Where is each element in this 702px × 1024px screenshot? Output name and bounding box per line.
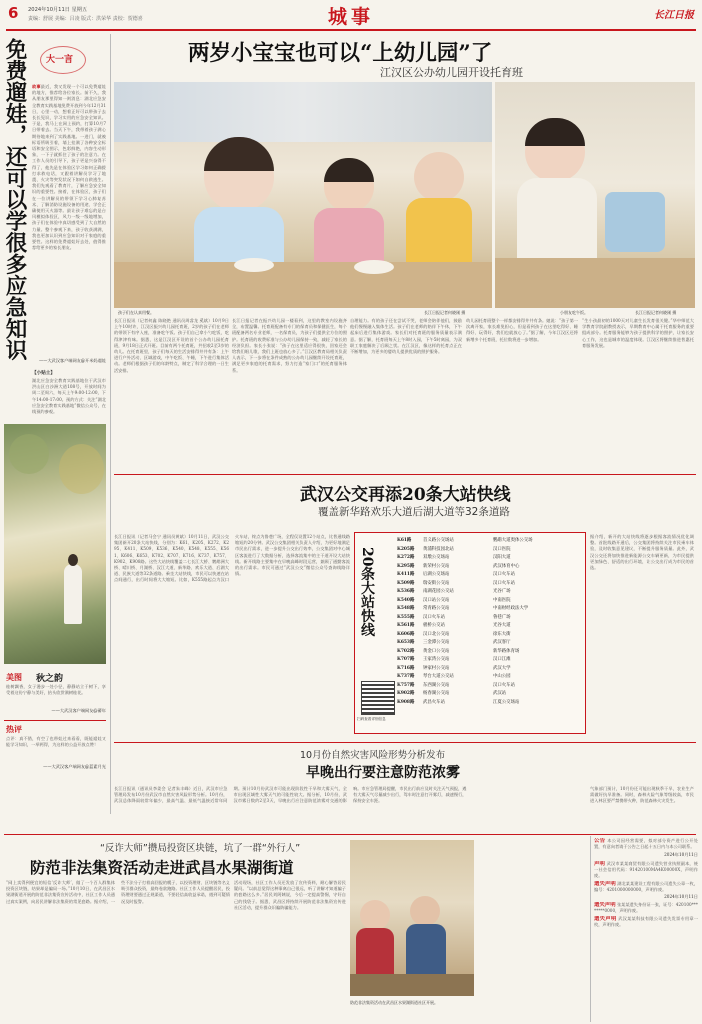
hot-comment-title: 热评 [6,724,22,734]
article4-body: “网上卖得到便宜的短信‘反诈大师’，做了一个百人群集体投资区块链，结果却是骗局一场。”10月10日，在武昌区水果湖街道开展的防范非法集资宣传活动中，社区工作人员通过真实案例，向居民讲解非法集资的常见套路。据介绍，一些不法分子打着高回报的幌子，以投资理财、区块链等名义吸引群众投资，最终卷款跑路。社区工作人员提醒居民，投资理财要通过正规渠道，不要轻信高收益承诺，遇到可疑情况及时报警。 [6,880,230,904]
route-origin: 新荣村公交站 [423,563,450,569]
article3-body: 长江日报讯（通讯员李姜会 记者朱丰峰）近日，武汉市应急管理局发布10月份武汉市自然灾害风险形势分析。10月份，武汉总体降雨较常年偏少，最高气温、最低气温接近常年同期。预计10月份武汉市可能出现阶段性干旱和大雾天气，全市出现区域性大雾天气的可能性较大。据分析，10月份，武汉市雾日数约2至3天，早晚出行应注意防范浓雾对交通的影响。市应急管理局提醒，市民出行前应及时关注天气预报，遇有大雾天气尽量减少出行，驾车时注意打开雾灯，减速慢行，保持安全车距。 [114,786,467,804]
bus-route-table [397,537,581,707]
qr-caption: 扫码查看详细信息 [357,717,386,721]
route-code: K61路 [397,538,412,543]
route-origin: 瑞安街公交站 [423,580,450,586]
photo-credit-1: 长江日报记者何晓刚 摄 [424,310,466,315]
article4-caption: 防范非法集资活动在武昌区水果湖街道社区开展。 [350,1000,438,1005]
route-row [397,622,581,631]
route-code: K540路 [397,597,415,603]
column-body-lead: 故事 [32,84,41,89]
notice-body: 本公司因经营需要，拟对部分资产进行公开处置，有意向者请于公告之日起十五日内与本公司联系。 [594,838,698,850]
bus-route-panel [354,532,586,734]
editors-line: 责编：舒展 美编：吕凌 版式：洪荣华 责校：贺德喜 [28,16,143,22]
column-body-text: 最近，我又发现一个可以免费遛娃的地方，推荐给各位家长。前不久，我从朋友那里得知一则消息：湖北应急安全教育实践基地免费开放到今年12月31日，心里一动，想着正好可以带孩子去长长见识，学习实用的应急安全知识。于是，我马上在网上预约，打算10月7日带着去。当天下午，我带着孩子满心期待地来到了实践基地。一进门，就被标语所吸引着，墙上挂满了各种安全标语和安全图示，色彩鲜艳，内容生动形象，一下子就抓住了孩子的注意力。在工作人员的引导下，孩子更是兴奋得不得了，他先是在体验区学习如何正确拨打求救电话，又跟着讲解员学习了地震、火灾等突发状况下如何自救逃生。我们先观看了教育片，了解应急安全知识的重要性。接着，在体验区，孩子们在一位讲解员的带领下学习心肺复苏术、了解消防设施设备的用途、学会正确使用灭火器等。最让孩子难忘的是台风模拟体验区，风力一级一级地增加，孩子们在体验中真切感受到了大自然的力量。整个参观下来，孩子收获满满，我也更加认识到应急知识对于家庭的重要性。这样的免费遛娃好去处，值得推荐给更多的家长朋友。 [32,84,106,251]
route-origin: 琴台大道公交站 [423,674,454,679]
header-rule [6,29,696,31]
column-banner-text: 大一言 [46,55,74,65]
column-signature: ——大武汉客户端网友@开米妈遛娃 [38,358,106,363]
notice-date: 2024年10月11日 [664,852,698,858]
notice-title: 声明 [594,860,606,867]
route-row [397,580,581,589]
page-header [0,0,702,30]
article2-body: 长江日报讯（记者马会宁 通讯员黄斌）10月11日，武汉公交集团新开20条大站快线，分别为：K61、K205、K272、K295、K411、K509、K536、K540、K548、K555、K561、K606、K653、K702、K707、K716、K737、K757、K902、K908路。这些大站快线覆盖二七长江大桥、鹦鹉洲大桥、晴川桥、月湖桥、汉江大道、新华路、欢乐大道、后湖大道、民族大道等32条道路。乘坐大站快线，市民可以快速在站点间通行，出行时间将大大缩短。比如，K555路起点为汉口火车站，终点为鲁巷广场，全程仅设置12个站点，比普通线路缩短约20分钟。武汉公交集团相关负责人介绍，为更好地满足市民出行需求，进一步提升公交出行效率，公交集团对中心城区客流进行了大数据分析，选择客流集中的主干道开设大站快线。新开线路主要集中在早晚高峰时段运营，兼顾了通勤客流的出行需求。市民可通过“武汉公交”微信公众号查询线路详情。 [114,534,350,583]
route-destination: 鹦鹉大道奥体公交场 [493,538,533,543]
route-destination: 中南医院 [493,597,511,603]
article1-subheadline: 江汉区公办幼儿园开设托育班 [380,66,523,79]
route-code: K653路 [397,640,415,645]
notice-title: 遗失声明 [594,881,616,888]
route-code: K536路 [397,589,415,594]
route-row [397,639,581,648]
article1-col5: “生小孩最初的1000天对儿童生长发育很关键。”华中师范大学教育学院副教授表示，早期教育中心属于托育服务的重要组成部分。托育服务能够为孩子提供科学的照护，让家长安心工作，这也是城市的温度体现。江汉区将继续推进普惠托育服务发展。 [582,318,694,348]
route-origin: 三金潭公交站 [423,640,450,645]
page-number: 6 [8,4,19,22]
route-code: K702路 [397,648,415,654]
route-row [397,546,581,555]
photo-caption-name: 秋之韵 [36,674,64,684]
route-origin: 常青路公交站 [423,606,450,611]
route-origin: 板桥公交站 [423,623,445,628]
bus-route-panel-title: 20条大站快线 [359,547,375,637]
photo-credit-2: 长江日报记者何晓刚 摄 [635,310,677,315]
notice-title: 遗失声明 [594,916,617,923]
route-destination: 武汉大学 [493,665,511,671]
route-row [397,554,581,563]
route-origin: 东西湖公交站 [423,682,450,688]
route-origin: 后湖公交场站 [423,572,450,577]
route-code: K411路 [397,572,415,577]
hot-comment-body: 点评：真不错，有空了也带娃过来看看，既能遛娃又能学习知识，一举两得，为这样的公益开放点赞！ [6,736,106,748]
route-row [397,682,581,691]
route-row [397,656,581,665]
route-origin: 南湖花园公交站 [423,589,454,594]
route-origin: 杨春湖公交站 [423,691,450,696]
article1-headline: 两岁小宝宝也可以“上幼儿园”了 [188,41,493,66]
article4-kicker: “反诈大师”攒局投资区块链，坑了一群“外行人” [100,843,301,854]
notice-title: 遗失声明 [594,901,616,908]
photo-caption-body: 桂树飘香，女子漫步一处小径，静静站立于树下，享受着这份宁静与美好，抬头欣赏满树桂花。 [6,684,106,696]
route-code: K295路 [397,563,415,569]
column-body [32,84,106,360]
route-origin: 汉口北公交站 [423,631,450,637]
route-row [397,699,581,708]
autumn-photo [4,424,106,664]
notice-body: 武汉市某某商贸有限公司遗失营业执照副本，统一社会信用代码：91420100MA4K00000X，声明作废。 [594,860,698,879]
route-origin: 首义路公交场站 [423,538,454,543]
masthead-logo: 长江日报 [654,10,694,21]
route-destination: 武汉体育中心 [493,563,520,569]
section-title: 城事 [328,6,375,28]
route-origin: 武昌火车站 [423,699,445,705]
route-origin: 汉口站公交站 [423,597,450,603]
route-row [397,614,581,623]
route-row [397,571,581,580]
route-destination: 光谷广场 [493,589,511,594]
route-destination: 汉口火车站 [493,572,515,577]
route-destination: 汉口江滩 [493,657,511,662]
route-destination: 汉口火车站 [493,682,515,688]
route-destination: 徐东大街 [493,631,511,637]
article3-headline: 早晚出行要注意防范浓雾 [306,765,460,781]
column-tip-body: 湖北应急安全教育实践基地位于武汉市洪山区白沙洲大道108号，开放时间为周二至周六，每天上午9:00-12:00，下午14:00-17:00。预约方式：关注“湖北应急安全教育实践基地”微信公众号，在线预约参观。 [32,378,106,415]
route-row [397,588,581,597]
route-row [397,673,581,682]
article1-col2: 长江日报记者在振兴幼儿园一楼看到，这里的教室内设施齐全，布置温馨。托育班配备有专门的保育员和保健医生，每个班配备两名专业老师，一名保育员，为孩子们提供全方位的照护。托育班的收费标准与公办幼儿园保持一致，减轻了家长的经济负担。家长小张说：“孩子在这里适应得很快，回家还会给我们唱儿歌，我们上班也放心多了。”江汉区教育局相关负责人表示，下一步将在条件成熟的公办幼儿园继续开设托育班，满足更多家庭的托育需求，努力打造“家门口”的托育服务体系。 [232,318,347,373]
route-destination: 汉阳大道 [493,555,511,560]
notice-body: 张某某遗失身份证一张，证号：420100********0000，声明作废。 [594,901,698,914]
route-row [397,690,581,699]
route-origin: 钟家村公交站 [423,665,450,671]
route-origin: 汉口火车站 [423,614,445,620]
route-destination: 光谷大道 [493,623,511,628]
article1-col1: 长江日报讯（记者何鑫 陈晓艳 通讯员周睿龙 奚斌）10月9日上午10时许，江汉区振兴幼儿园托育班，2岁的孩子们在老师的带领下有序入座，准备吃午饭。孩子们自己拿小勺吃饭，吃得津津有味。据悉，这是江汉区开设的首个公办幼儿园托育班，9月18日正式开班。目前有两个托育班，共招收2至3岁的幼儿。在托育班里，孩子们每天的生活安排得井井有条：上午进行户外活动、区域游戏，中午吃饭、午睡，下午进行集体活动。老师们根据孩子们的年龄特点，制定了科学合理的一日生活安排。 [114,318,229,373]
photo-caption-2: 小朋友吃午饭。 [560,310,588,315]
article3-kicker: 10月份自然灾害风险形势分析发布 [300,750,446,761]
route-code: K561路 [397,623,415,628]
notice-date: 2024年10月11日 [664,893,698,899]
issue-date: 2024年10月11日 星期五 [28,7,88,13]
route-row [397,648,581,657]
article2-side: 据介绍，新开的大站快线将逐步根据客流情况优化调整。首批线路开通后，公交集团将持续关注市民乘车体验，及时收集意见建议，不断提升服务质量。此外，武汉公交还将加快推进新能源公交车辆更新，为市民提供更加绿色、舒适的出行环境，让公交出行成为市民的首选。 [590,534,694,571]
route-row [397,631,581,640]
route-origin: 双墩公交场站 [423,555,450,560]
article4-body2: 活动现场，社区工作人员还发放了宣传资料，耐心解答居民疑问。“以前总觉得这种事离自己很远，听了讲解才知道骗子的套路这么多。”居民刘阿姨说，今后一定提高警惕，守好自己的钱袋子。据悉，武昌区将持续开展防范非法集资宣传进社区活动，提升群众识骗防骗能力。 [234,880,346,910]
route-code: K707路 [397,657,415,662]
notices [594,838,698,1022]
route-row [397,665,581,674]
route-destination: 中山公园 [493,674,511,679]
route-row [397,563,581,572]
route-code: K606路 [397,631,415,637]
route-destination: 江夏公交场站 [493,699,520,705]
column-banner [40,44,84,74]
route-code: K272路 [397,555,415,560]
notice-body: 武汉某某科技有限公司遗失发票专用章一枚，声明作废。 [594,916,698,928]
article1-photo-side [495,82,695,308]
article4-photo [350,840,474,996]
route-code: K509路 [397,580,415,586]
route-destination: 汉口火车站 [493,580,515,586]
route-code: K902路 [397,691,415,696]
article1-photo-main [114,82,492,308]
route-destination: 鲁巷广场 [493,614,511,620]
route-code: K205路 [397,546,415,552]
route-origin: 王家湾公交站 [423,657,450,662]
route-code: K737路 [397,674,415,679]
qr-code [361,681,395,715]
route-destination: 中南财经政法大学 [493,606,529,611]
route-code: K908路 [397,699,415,705]
route-code: K757路 [397,682,415,688]
route-code: K555路 [397,614,415,620]
article3-side: 气象部门预计，10月份还可能出现秋季干旱，农业生产需做好抗旱准备。同时，森林火险气象等级较高，市民进入林区要严禁携带火种，防范森林火灾发生。 [590,786,694,804]
route-row [397,605,581,614]
route-destination: 武汉客厅 [493,640,511,645]
route-row [397,537,581,546]
column-tip-title: 【小贴士】 [32,371,55,376]
route-origin: 黄金口公交站 [423,648,450,654]
column-headline: 免费遛娃，还可以学很多应急知识 [2,38,27,361]
photo-caption-1: 孩子们在认真用餐。 [118,310,154,315]
route-destination: 汉口医院 [493,546,511,552]
article2-headline: 武汉公交再添20条大站快线 [300,485,511,505]
article4-headline: 防范非法集资活动走进武昌水果湖街道 [30,858,294,877]
route-row [397,597,581,606]
article1-col3: 自理能力。有的孩子还在尝试不哭，老师会陪伴他们，鼓励他们慢慢融入集体生活。孩子们在老师的陪伴下午休，下午起床后进行集体游戏。家长们对托育班的服务质量表示满意。据了解，托育班每天上午8时入园，下午5时离园，为双职工家庭解决了后顾之忧。在江汉区，像这样的托育点正在不断增加，为更多的婴幼儿提供优质的照护服务。 [350,318,462,355]
route-code: K548路 [397,606,415,611]
route-destination: 武汉站 [493,691,507,696]
hot-comment-credit: ——大武汉客户端网友@蓝素月光 [43,764,106,769]
photo-caption-title: 美图 [6,672,22,682]
article1-col4: 幼儿园托育班整个一样都安排得井井有条。她说：“孩子第一次离开家，家长难免担心，但是看到孩子在这里吃得好、睡得好、玩得好，我们也就放心了。”据了解，今年江汉区还将新增多个托育班，托位数将进一步增加。 [466,318,578,342]
article2-subheadline: 覆盖新华路欢乐大道后湖大道等32条道路 [318,506,510,518]
route-origin: 黄浦科技园北站 [423,546,454,552]
notice-title: 公告 [594,838,606,844]
photo-credit: ——大武汉客户端网友@蓄年 [51,708,106,713]
route-code: K716路 [397,665,415,671]
notice-body: 湖北某某建设工程有限公司遗失公章一枚，编号：4201000000000，声明作废。 [594,881,698,893]
route-destination: 新华路体育场 [493,648,520,654]
